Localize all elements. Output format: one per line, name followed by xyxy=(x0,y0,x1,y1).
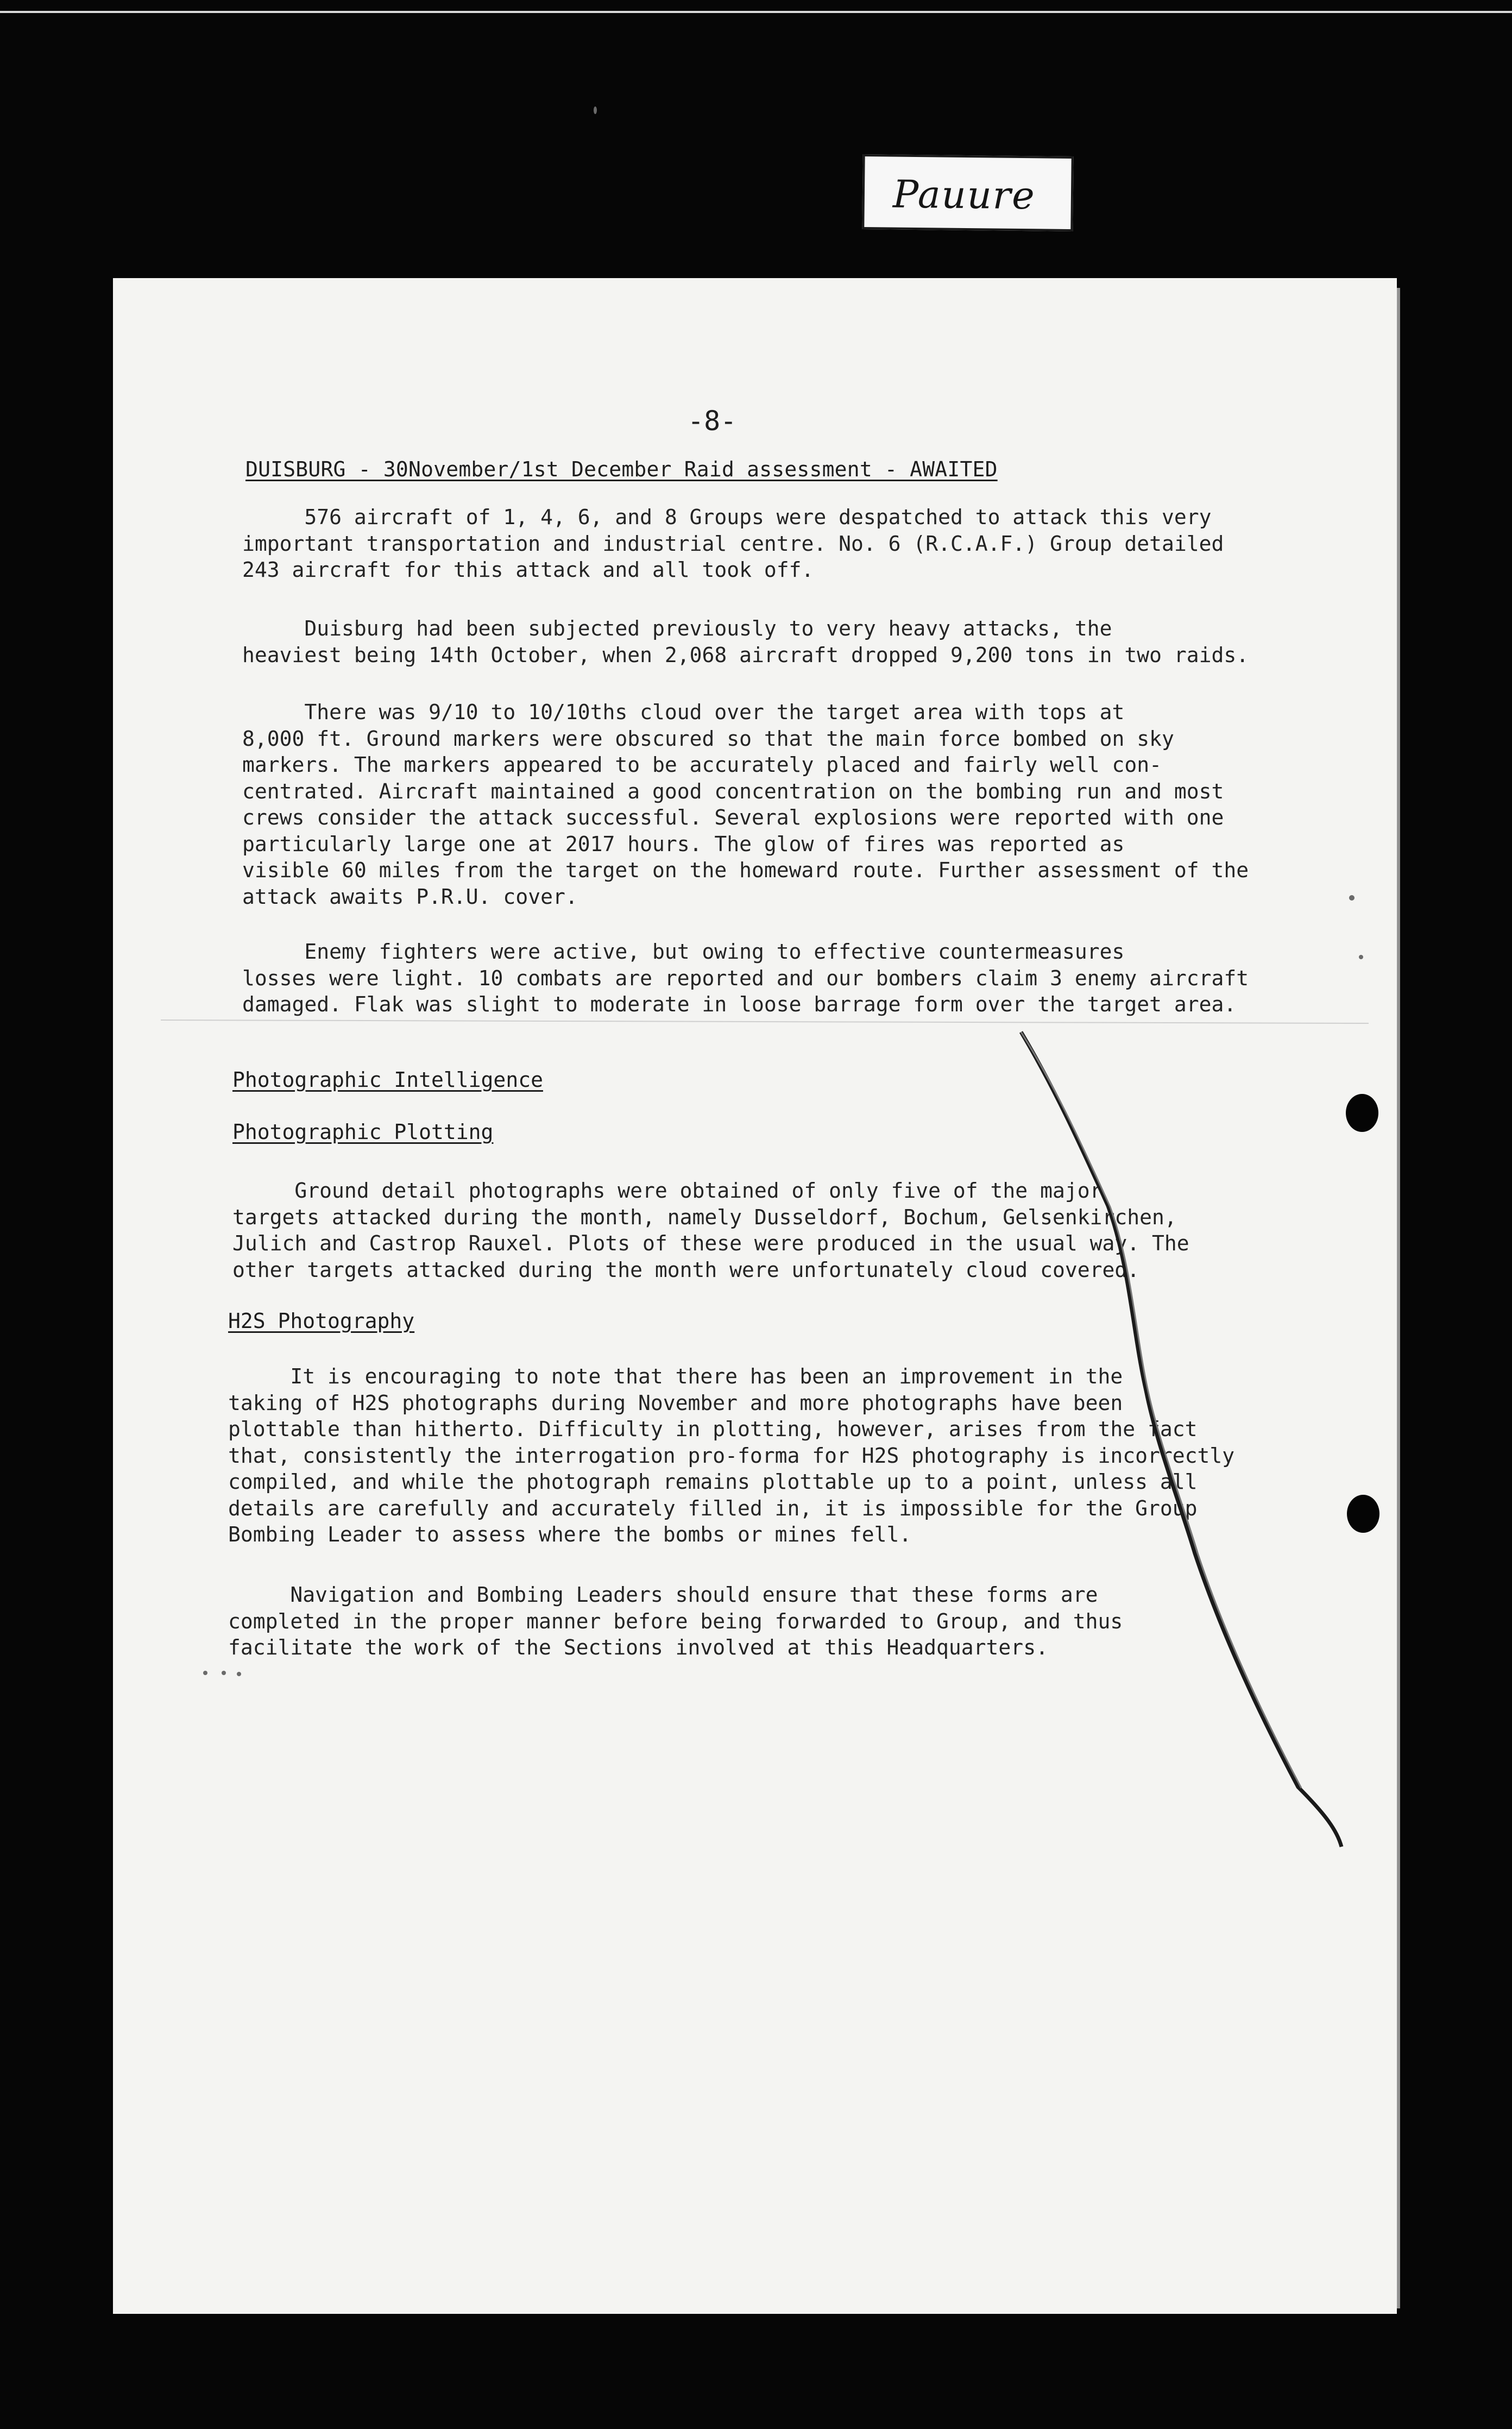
film-speck xyxy=(222,1671,226,1675)
film-speck xyxy=(594,106,597,114)
paragraph-ground-detail: Ground detail photographs were obtained of only five of the major targets attacked during the month, namely Dusseldorf, Bochum, Gelsenkirchen, Julich and Castrop Rauxel. Plots of these were produced in the usual way. The other targets attacked during the month were unfortunately cloud covered. xyxy=(232,1179,1189,1282)
section-heading-photo-intel: Photographic Intelligence xyxy=(232,1068,543,1092)
paragraph-h2s: It is encouraging to note that there has been an improvement in the taking of H2S photographs during November and more photographs have been plottable than hitherto. Difficulty in plotting, however, arises from the fact that, consistently the interrogation pro-forma for H2S photography is incorrectly compiled, and while the photograph remains plottable up to a point, unless all details are carefully and accurately filled in, it is impossible for the Group Bombing Leader to assess where the bombs or mines fell. xyxy=(228,1364,1235,1546)
film-speck xyxy=(237,1672,241,1676)
film-speck xyxy=(1359,955,1363,959)
page-number: -8- xyxy=(688,405,737,437)
archive-label-text: Pauure xyxy=(892,172,1036,218)
paragraph-despatch: 576 aircraft of 1, 4, 6, and 8 Groups were despatched to attack this very important transportation and industrial centre. No. 6 (R.C.A.F.) Group detailed 243 aircraft for this attack and all took off. xyxy=(242,505,1224,582)
paragraph-enemy-fighters: Enemy fighters were active, but owing to effective countermeasures losses were light. 10 combats are reported and our bombers claim 3 enemy aircraft damaged. Flak was slight to moderate in loose barrage form over the target area. xyxy=(242,940,1249,1016)
raid-title: DUISBURG - 30November/1st December Raid assessment - AWAITED xyxy=(245,457,998,481)
subheading-h2s-photography: H2S Photography xyxy=(228,1309,415,1333)
paragraph-navigation-leaders: Navigation and Bombing Leaders should ensure that these forms are completed in the proper manner before being forwarded to Group, and thus facilitate the work of the Sections involved at this Headquarters. xyxy=(228,1583,1123,1659)
subheading-photo-plotting: Photographic Plotting xyxy=(232,1120,494,1144)
film-speck xyxy=(203,1671,207,1675)
film-speck xyxy=(1349,895,1354,901)
paragraph-previous-attacks: Duisburg had been subjected previously to very heavy attacks, the heaviest being 14th October, when 2,068 aircraft dropped 9,200 tons in two raids. xyxy=(242,616,1249,667)
paragraph-weather: There was 9/10 to 10/10ths cloud over the target area with tops at 8,000 ft. Ground markers were obscured so that the main force bombed on sky markers. The markers appeared to be accurately placed and fairly well con- centrated. Aircraft maintained a good concentration on the bombing run and most crews consider the attack successful. Several explosions were reported with one particularly large one at 2017 hours. The glow of fires was reported as visible 60 miles from the target on the homeward route. Further assessment of the attack awaits P.R.U. cover. xyxy=(242,700,1249,909)
